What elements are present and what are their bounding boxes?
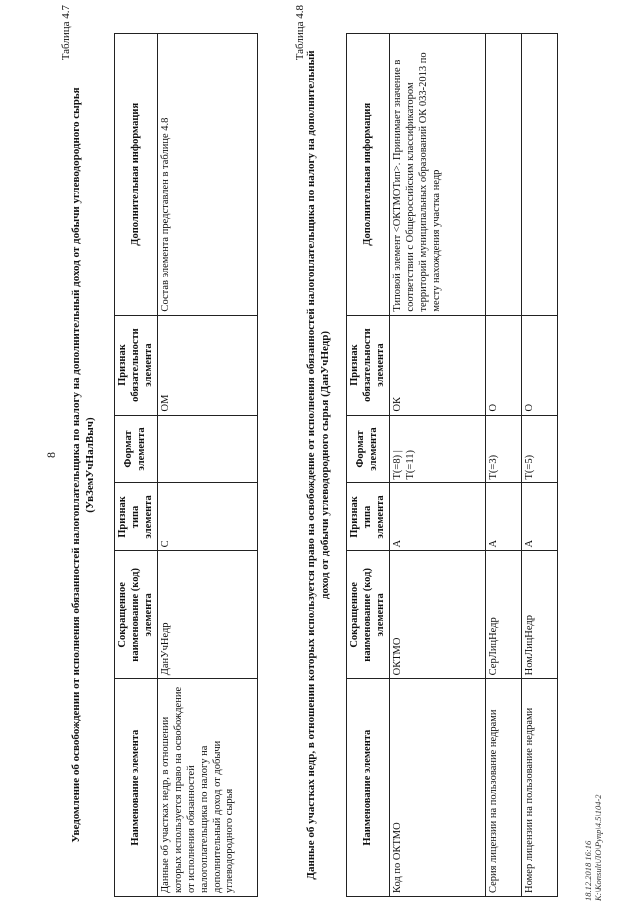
table-cell: Номер лицензии на пользование недрами bbox=[522, 679, 558, 897]
col-header: Формат элемента bbox=[115, 415, 158, 483]
table-4-8 bbox=[346, 33, 558, 897]
table-cell: ОМ bbox=[158, 315, 258, 415]
table-cell: Типовой элемент <ОКТМОТип>. Принимает значение в соответствии с Общероссийским классификатором территорий муниципальных образований ОК 033-2013 по месту нахождения участка недр bbox=[390, 34, 486, 316]
table-cell: А bbox=[486, 483, 522, 551]
table-cell bbox=[486, 34, 522, 316]
table-cell: Данные об участках недр, в отношении которых используется право на освобождение от исполнения обязанностей налогоплательщика по налогу на дополнительный доход от добычи углеводородного сырья bbox=[158, 679, 258, 897]
table-4-8-caption: Таблица 4.8 bbox=[294, 5, 306, 61]
table-cell: T(=5) bbox=[522, 415, 558, 483]
col-header: Признак обязательности элемента bbox=[347, 315, 390, 415]
col-header: Сокращенное наименование (код) элемента bbox=[347, 551, 390, 679]
table-cell: T(=3) bbox=[486, 415, 522, 483]
table-cell: А bbox=[390, 483, 486, 551]
col-header: Сокращенное наименование (код) элемента bbox=[115, 551, 158, 679]
col-header: Дополнительная информация bbox=[115, 34, 158, 316]
col-header: Признак типа элемента bbox=[115, 483, 158, 551]
table-cell: Состав элемента представлен в таблице 4.8 bbox=[158, 34, 258, 316]
table-cell: ДанУчНедр bbox=[158, 551, 258, 679]
table-4-8-title: Данные об участках недр, в отношении которых используется право на освобождение от исполнения обязанностей налогоплательщика по налогу на дополнительный доход от добычи углеводородного сырья (ДанУчНедр) bbox=[305, 50, 331, 880]
table-cell bbox=[158, 415, 258, 483]
col-header: Наименование элемента bbox=[347, 679, 390, 897]
col-header: Наименование элемента bbox=[115, 679, 158, 897]
table-cell: О bbox=[522, 315, 558, 415]
table-4-7-caption: Таблица 4.7 bbox=[60, 5, 72, 61]
table-header-row bbox=[115, 34, 158, 897]
col-header: Признак типа элемента bbox=[347, 483, 390, 551]
table-cell: А bbox=[522, 483, 558, 551]
table-header-row bbox=[347, 34, 390, 897]
table-cell bbox=[522, 34, 558, 316]
file-stamp-path: К:\Konsult\ЛО\Рупр\4.5\104-2 bbox=[592, 794, 603, 901]
file-stamp bbox=[584, 681, 604, 901]
table-4-7-title: Уведомление об освобождении от исполнения обязанностей налогоплательщика по налогу на дополнительный доход от добычи углеводородного сырья (УвЗемУчНалВыч) bbox=[70, 87, 96, 843]
table-cell: ОКТМО bbox=[390, 551, 486, 679]
table-cell: T(=8) | T(=11) bbox=[390, 415, 486, 483]
table-row bbox=[522, 34, 558, 897]
col-header: Формат элемента bbox=[347, 415, 390, 483]
file-stamp-date: 18.12.2018 16:16 bbox=[583, 840, 593, 901]
table-row bbox=[390, 34, 486, 897]
table-cell: С bbox=[158, 483, 258, 551]
table-4-7 bbox=[114, 33, 258, 897]
table-cell: Код по ОКТМО bbox=[390, 679, 486, 897]
table-cell: ОК bbox=[390, 315, 486, 415]
col-header: Дополнительная информация bbox=[347, 34, 390, 316]
table-cell: СерЛицНедр bbox=[486, 551, 522, 679]
table-cell: НомЛицНедр bbox=[522, 551, 558, 679]
col-header: Признак обязательности элемента bbox=[115, 315, 158, 415]
page-number: 8 bbox=[44, 452, 58, 458]
table-cell: О bbox=[486, 315, 522, 415]
table-row bbox=[486, 34, 522, 897]
table-row bbox=[158, 34, 258, 897]
table-cell: Серия лицензии на пользование недрами bbox=[486, 679, 522, 897]
